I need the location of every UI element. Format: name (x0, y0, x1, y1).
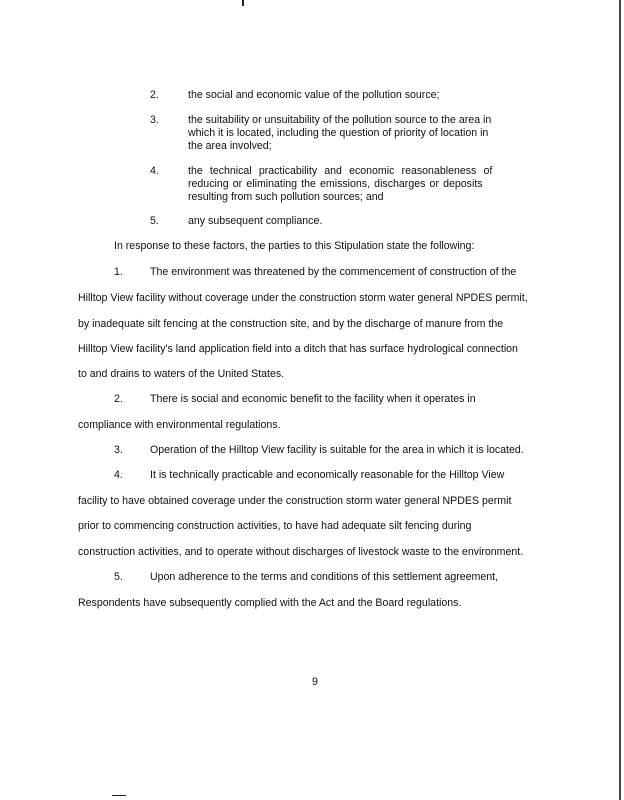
paragraph-text: Respondents have subsequently complied with the Act and the Board regulations. (78, 597, 462, 609)
list-item-text: which it is located, including the question of priority of location in (188, 127, 489, 139)
list-item-text: the suitability or unsuitability of the pollution source to the area in (188, 114, 492, 126)
list-item-number: 4. (150, 165, 159, 177)
paragraph-text: compliance with environmental regulations. (78, 419, 281, 431)
paragraph-text: Operation of the Hilltop View facility is suitable for the area in which it is located. (150, 444, 524, 456)
scan-edge-mark-bottom (112, 795, 126, 796)
paragraph-text: by inadequate silt fencing at the construction site, and by the discharge of manure from the (78, 318, 504, 330)
paragraph-text: construction activities, and to operate without discharges of livestock waste to the environment. (78, 546, 524, 558)
paragraph-text: There is social and economic benefit to the facility when it operates in (150, 393, 476, 405)
intro-sentence: In response to these factors, the parties to this Stipulation state the following: (114, 240, 475, 252)
list-item-number: 3. (150, 114, 159, 126)
list-item-text: the social and economic value of the pollution source; (188, 89, 440, 101)
scan-edge-mark-right (619, 0, 621, 800)
list-item-number: 5. (150, 215, 159, 227)
paragraph-number: 5. (114, 571, 123, 583)
paragraph-number: 3. (114, 444, 123, 456)
paragraph-text: It is technically practicable and economically reasonable for the Hilltop View (150, 469, 505, 481)
list-item-text: any subsequent compliance. (188, 215, 323, 227)
page-number: 9 (312, 676, 318, 688)
paragraph-text: prior to commencing construction activities, to have had adequate silt fencing during (78, 520, 472, 532)
paragraph-text: facility to have obtained coverage under the construction storm water general NPDES permit (78, 495, 512, 507)
paragraph-text: Upon adherence to the terms and conditions of this settlement agreement, (150, 571, 499, 583)
list-item-number: 2. (150, 89, 159, 101)
paragraph-number: 1. (114, 266, 123, 278)
paragraph-text: Hilltop View facility without coverage under the construction storm water general NPDES permit, (78, 292, 528, 304)
list-item-text: the area involved; (188, 140, 272, 152)
list-item-text: resulting from such pollution sources; and (188, 191, 384, 203)
paragraph-text: to and drains to waters of the United States. (78, 368, 285, 380)
scan-edge-mark-top (242, 0, 244, 6)
list-item-text: the technical practicability and economic reasonableness of (188, 165, 493, 177)
paragraph-number: 2. (114, 393, 123, 405)
paragraph-number: 4. (114, 469, 123, 481)
paragraph-text: The environment was threatened by the commencement of construction of the (150, 266, 517, 278)
paragraph-text: Hilltop View facility's land application field into a ditch that has surface hydrological connection (78, 343, 518, 355)
list-item-text: reducing or eliminating the emissions, discharges or deposits (188, 178, 483, 190)
